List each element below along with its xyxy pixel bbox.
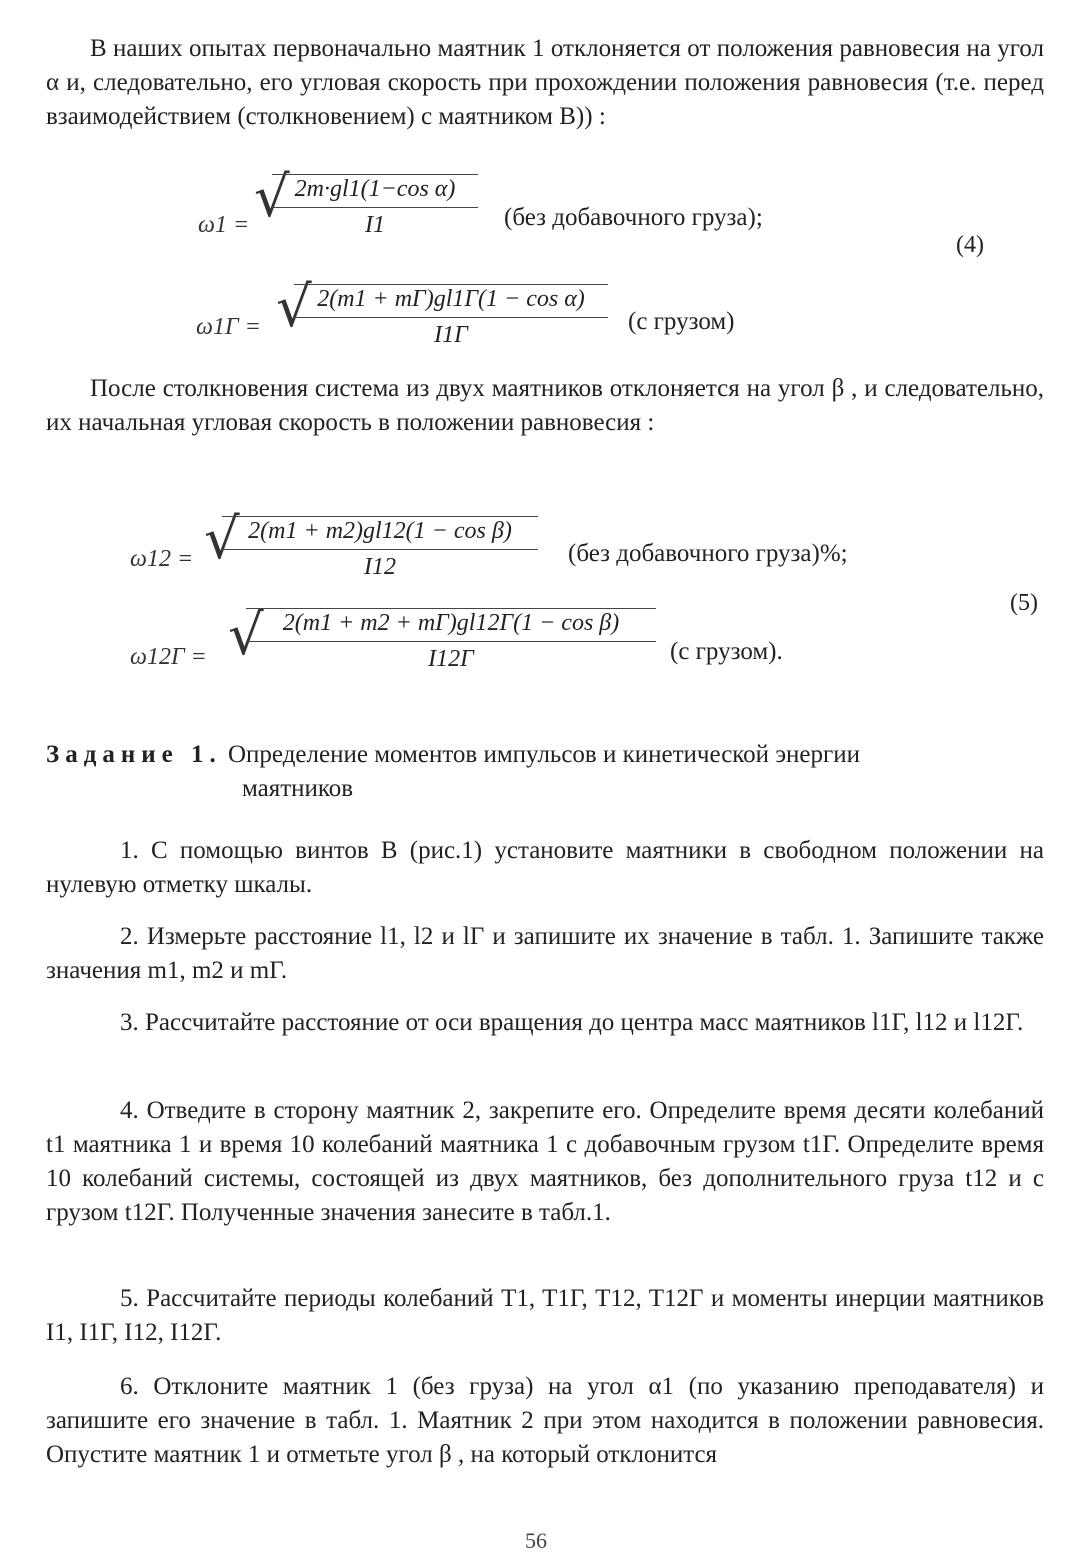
omega12-denominator: I12 (364, 554, 396, 580)
task-title-line2: маятников (242, 775, 354, 802)
page-number: 56 (525, 1528, 547, 1553)
equation-number-5: (5) (1010, 590, 1038, 616)
omega12g-numerator: 2(m1 + m2 + mГ)gl12Г(1 − cos β) (282, 610, 620, 636)
step-text: 5. Рассчитайте периоды колебаний T1, T1Г, T12, T12Г и моменты инерции маятников I1, I1Г, I12, I12Г. (46, 1285, 1044, 1346)
collision-text: После столкновения система из двух маятников отклоняется на угол β , и следовательно, их начальная угловая скорость в положении равновесия : (46, 375, 1044, 436)
sqrt-sign: √ (204, 507, 240, 572)
omega12-fraction (222, 518, 538, 581)
omega1-numerator: 2m·gl1(1−cos α) (294, 176, 456, 202)
intro-text: В наших опытах первоначально маятник 1 отклоняется от положения равновесия на угол α и, следовательно, его угловая скорость при прохождении положения равновесия (т.е. перед взаимодействием (столкновением) с маятником В)) : (46, 35, 1044, 130)
omega12g-fraction (246, 610, 656, 673)
sqrt-bar (246, 608, 656, 609)
step-text: 2. Измерьте расстояние l1, l2 и lГ и запишите их значение в табл. 1. Запишите также значения m1, m2 и mГ. (46, 923, 1044, 984)
step-4 (46, 1094, 1044, 1230)
omega1g-denominator: I1Г (434, 322, 468, 348)
step-text: 3. Рассчитайте расстояние от оси вращения до центра масс маятников l1Г, l12 и l12Г. (120, 1009, 1024, 1036)
omega1g-fraction (294, 286, 608, 349)
sqrt-sign: √ (276, 275, 312, 340)
step-6 (46, 1370, 1044, 1472)
equation-number-4: (4) (956, 232, 984, 258)
omega1-fraction (272, 176, 478, 239)
step-text: 4. Отведите в сторону маятник 2, закрепите его. Определите время десяти колебаний t1 маятника 1 и время 10 колебаний маятника 1 с добавочным грузом t1Г. Определите время 10 колебаний системы, состоящей из двух маятников, без дополнительного груза t12 и с грузом t12Г. Полученные значения занесите в табл.1. (46, 1097, 1044, 1226)
step-2 (46, 920, 1044, 988)
intro-paragraph (46, 32, 1044, 134)
sqrt-sign: √ (254, 165, 290, 230)
task-title-line1: Определение моментов импульсов и кинетической энергии (228, 741, 861, 768)
omega1-denominator: I1 (365, 212, 385, 238)
sqrt-sign: √ (228, 603, 264, 668)
omega12-note: (без добавочного груза)%; (568, 540, 848, 567)
omega12-numerator: 2(m1 + m2)gl12(1 − cos β) (248, 518, 512, 544)
step-text: 1. С помощью винтов В (рис.1) установите маятники в свободном положении на нулевую отметку шкалы. (46, 837, 1044, 898)
step-text: 6. Отклоните маятник 1 (без груза) на угол α1 (по указанию преподавателя) и запишите его значение в табл. 1. Маятник 2 при этом находится в положении равновесия. Опустите маятник 1 и отметьте угол β , на который отклонится (46, 1373, 1044, 1468)
sqrt-bar (272, 174, 478, 175)
collision-paragraph (46, 372, 1044, 440)
omega1g-numerator: 2(m1 + mГ)gl1Г(1 − cos α) (317, 286, 585, 312)
sqrt-bar (222, 516, 538, 517)
omega1-lhs: ω1 = (198, 212, 250, 238)
step-3 (46, 1006, 1044, 1040)
step-5 (46, 1282, 1044, 1350)
omega12-lhs: ω12 = (130, 546, 194, 572)
omega1-note: (без добавочного груза); (504, 204, 763, 231)
sqrt-bar (294, 284, 608, 285)
task-heading (46, 738, 1006, 806)
omega12g-lhs: ω12Г = (130, 644, 207, 670)
step-1 (46, 834, 1044, 902)
omega12g-denominator: I12Г (428, 646, 474, 672)
omega1g-lhs: ω1Г = (196, 314, 261, 340)
omega1g-note: (с грузом) (628, 308, 735, 335)
omega12g-note: (с грузом). (670, 638, 783, 665)
task-label: Задание 1. (46, 741, 222, 768)
